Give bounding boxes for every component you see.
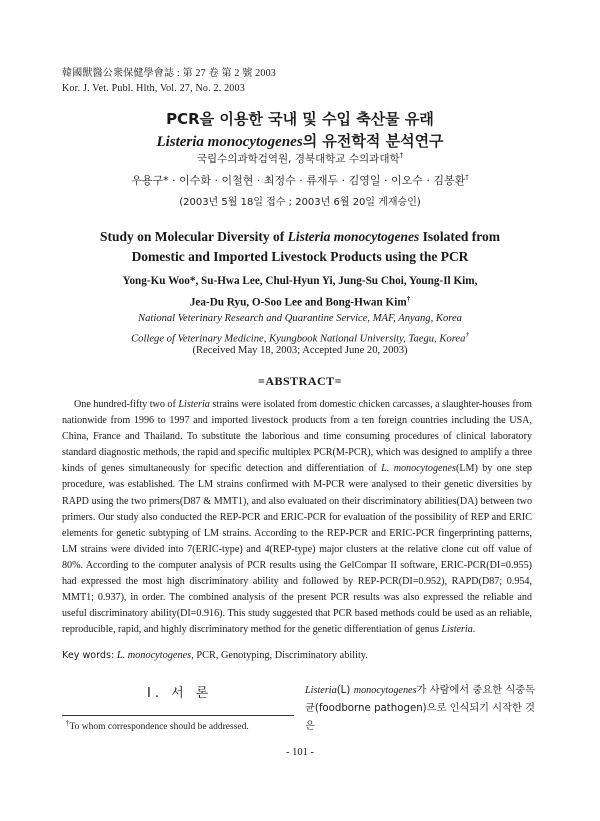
- korean-affiliation-text: 국립수의과학검역원, 경북대학교 수의과대학: [196, 153, 400, 165]
- english-title-part2: Isolated from: [419, 229, 500, 244]
- korean-authors-text: 우용구* · 이수화 · 이철현 · 최정수 · 류재두 · 김영일 · 이오수 · 김봉환: [131, 174, 466, 187]
- intro-text2: 가 사람에서 중요한 식중독균(foodborne pathogen)으로 인식되기 시작한 것은: [305, 685, 535, 732]
- keywords-species: L. monocytogenes: [116, 650, 192, 661]
- introduction-text: [305, 682, 535, 736]
- english-authors-line2-text: Jea-Du Ryu, O-Soo Lee and Bong-Hwan Kim: [189, 296, 407, 309]
- korean-authors-mark: †: [465, 173, 469, 182]
- abstract-text-c: (LM) by one step procedure, was established. The LM strains confirmed with M-PCR were analysed to their genetic diversities by RAPD using the two primers(D87 & MMT1), and also evaluated on their discriminatory abilities(DA) between two primers. Our study also conducted the REP-PCR and ERIC-PCR for evaluation of the possibility of REP and ERIC elements for genetic subtyping of LM strains. According to the REP-PCR and ERIC-PCR fingerprinting patterns, LM strains were divided into 7(ERIC-type) and 4(REP-type) major clusters at the relative clone cut off value of 80%. According to the computer analysis of PCR results using the GelCompar II software, ERIC-PCR(DI=0.955) had expressed the most high discriminatory ability and followed by REP-PCR(DI=0.952), RAPD(D87; 0.954, MMT1; 0.937), in order. The combined analysis of the present PCR results was also expressed the reliable and useful discriminatory ability(DI=0.916). This study suggested that PCR based methods could be used as an reliable, reproducible, rapid, and highly discriminatory method for the genetic differentiation of genus: [62, 463, 532, 636]
- journal-name-korean: 韓國獸醫公衆保健學會誌 : 第 27 卷 第 2 號 2003: [62, 68, 276, 79]
- keywords: [62, 650, 368, 661]
- abstract-text-a: One hundred-fifty two of: [74, 399, 179, 410]
- english-title-line2: Domestic and Imported Livestock Products using the PCR: [131, 249, 469, 264]
- english-affiliation-line2-text: College of Veterinary Medicine, Kyungbook National University, Taegu, Korea: [131, 333, 466, 345]
- intro-italic-monocytogenes: monocytogenes: [353, 685, 417, 696]
- korean-affiliation-mark: †: [399, 151, 404, 160]
- korean-title-species: Listeria monocytogenes: [156, 134, 303, 150]
- abstract-italic-listeria: Listeria: [178, 399, 210, 410]
- english-authors: [0, 272, 600, 312]
- english-authors-line2: [0, 290, 600, 312]
- footnote-text: To whom correspondence should be addressed.: [69, 722, 249, 733]
- english-affiliation-mark: †: [465, 331, 469, 339]
- abstract-heading: =ABSTRACT=: [257, 374, 343, 388]
- english-title-line1: [0, 227, 600, 247]
- abstract-body: [62, 397, 532, 638]
- footnote-divider: [62, 715, 294, 716]
- journal-citation: Kor. J. Vet. Publ. Hlth, Vol. 27, No. 2. 2003: [62, 83, 245, 94]
- english-authors-mark: †: [406, 295, 411, 303]
- section-heading-introduction: Ⅰ. 서 론: [147, 686, 213, 701]
- korean-title-line1: PCR을 이용한 국내 및 수입 축산물 유래: [166, 110, 434, 128]
- english-authors-line1: Yong-Ku Woo*, Su-Hwa Lee, Chul-Hyun Yi, Jung-Su Choi, Young-Il Kim,: [122, 275, 478, 287]
- english-title-species: Listeria monocytogenes: [287, 229, 420, 244]
- keywords-label: Key words:: [62, 650, 115, 661]
- korean-authors: [0, 172, 600, 188]
- korean-dates: (2003년 5월 18일 접수 ; 2003년 6월 20일 게재승인): [179, 197, 421, 208]
- abstract-text-d: .: [472, 624, 476, 636]
- journal-header: [62, 66, 276, 96]
- english-affiliation: [0, 310, 600, 348]
- intro-text1: (L): [336, 685, 354, 696]
- english-affiliation-line1: National Veterinary Research and Quarantine Service, MAF, Anyang, Korea: [138, 313, 462, 324]
- abstract-text-b: strains were isolated from domestic chicken carcasses, a slaughter-houses from nationwide from 1996 to 1997 and imported livestock products from a ten foreign countries including the USA, China, France and Thailand. To substitute the laborious and time consuming procedures of clinical laboratory standard diagnostic methods, the rapid and specific multiplex PCR(M-PCR), which was designed to amplify a three kinds of genes simultaneously for specific detection and differentiation of: [62, 399, 532, 475]
- abstract-italic-genus: Listeria: [441, 624, 473, 636]
- footnote: [66, 719, 249, 732]
- footnote-mark: †: [66, 719, 70, 727]
- english-dates: (Received May 18, 2003; Accepted June 20, 2003): [192, 345, 408, 356]
- korean-title-line2: [0, 130, 600, 153]
- intro-italic-listeria: Listeria: [305, 685, 337, 696]
- keywords-rest: , PCR, Genotyping, Discriminatory ability.: [191, 650, 368, 661]
- english-title: [0, 227, 600, 267]
- korean-affiliation: [0, 151, 600, 166]
- korean-title: [0, 108, 600, 153]
- page-number: - 101 -: [286, 747, 314, 758]
- abstract-italic-lm: L. monocytogenes: [381, 463, 456, 475]
- korean-title-rest: 의 유전학적 분석연구: [302, 132, 444, 150]
- english-title-part1: Study on Molecular Diversity of: [100, 229, 288, 244]
